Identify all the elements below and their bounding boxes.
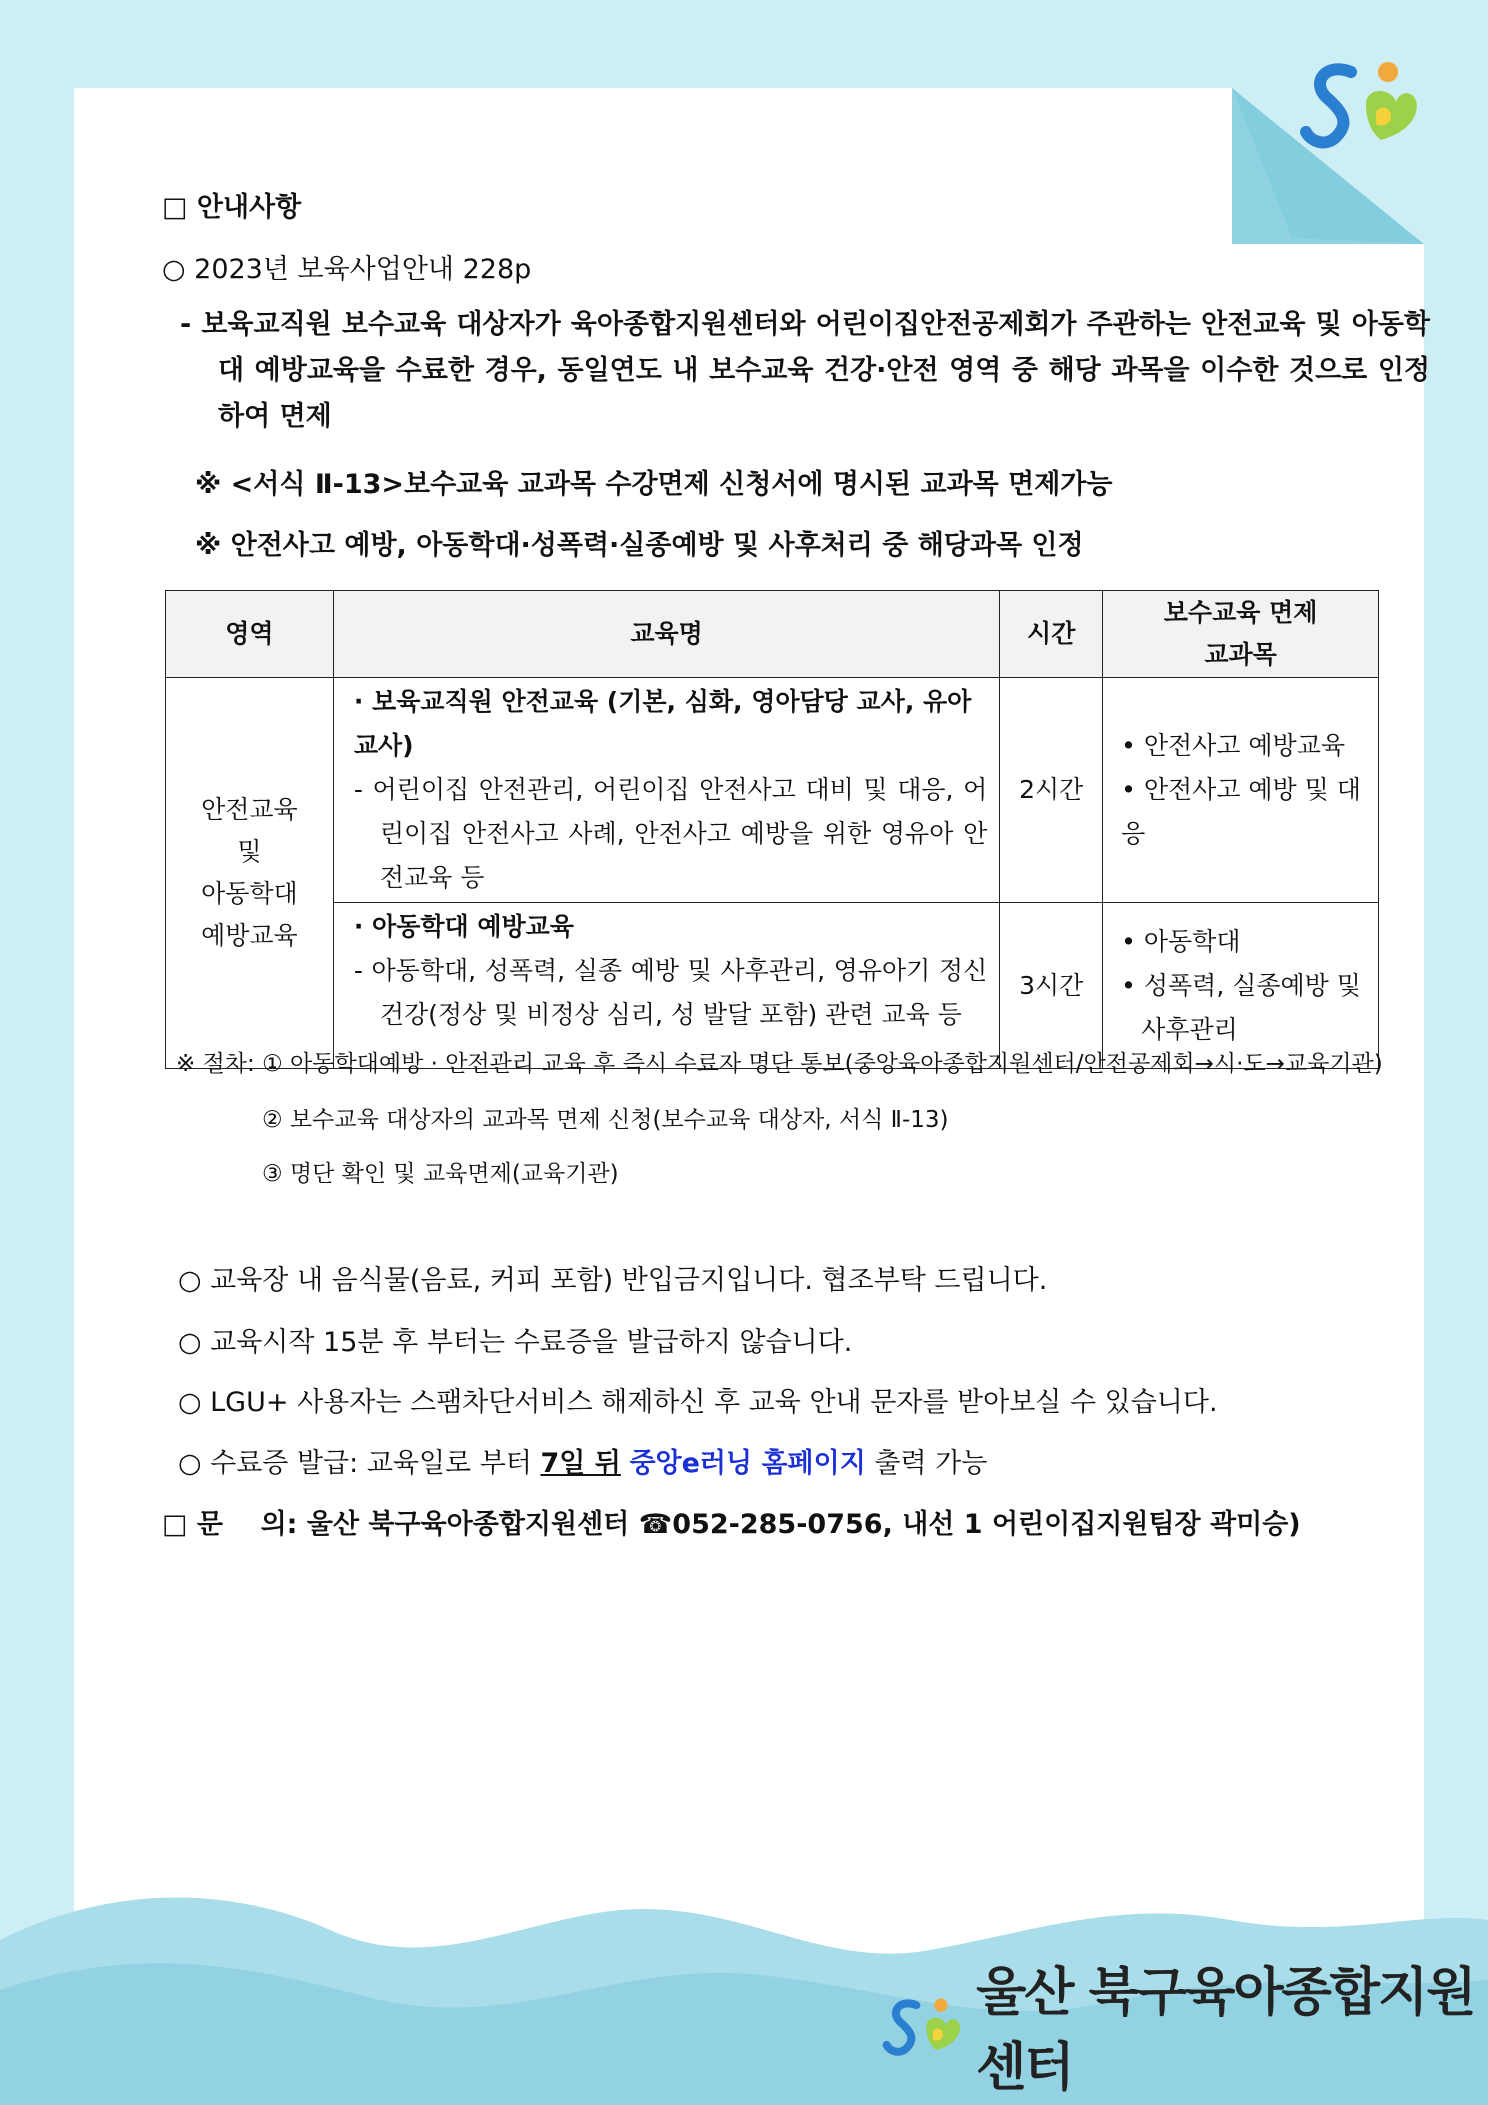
notice-note-subjects: ※ 안전사고 예방, 아동학대·성폭력·실종예방 및 사후처리 중 해당과목 인정 [195,530,1084,561]
course-time: 3시간 [1000,903,1103,1069]
table-header-row [166,591,1379,678]
course-detail: - 아동학대, 성폭력, 실종 예방 및 사후관리, 영유아기 정신건강(정상 및 비정상 심리, 성 발달 포함) 관련 교육 등 [353,956,988,1029]
cert-site-link[interactable]: 중앙e러닝 홈페이지 [629,1448,866,1479]
course-time: 2시간 [1000,678,1103,903]
subjects-cell [1103,903,1379,1069]
subject-item: • 안전사고 예방교육 [1121,731,1346,760]
area-line: 안전교육 [201,795,298,824]
subject-item: • 안전사고 예방 및 대응 [1121,775,1361,848]
course-detail: - 어린이집 안전관리, 어린이집 안전사고 대비 및 대응, 어린이집 안전사고 사례, 안전사고 예방을 위한 영유아 안전교육 등 [353,775,988,892]
exemption-table [165,590,1379,1069]
table-row [166,678,1379,903]
subjects-cell [1103,678,1379,903]
notice-reference: ○ 2023년 보육사업안내 228p [162,254,532,285]
info-food: ○ 교육장 내 음식물(음료, 커피 포함) 반입금지입니다. 협조부탁 드립니다. [178,1265,1048,1296]
procedure-step-1: ※ 절차: ① 아동학대예방 · 안전관리 교육 후 즉시 수료자 명단 통보(중앙육아종합지원센터/안전공제회→시·도→교육기관) [176,1051,1383,1077]
header-area: 영역 [166,591,334,678]
area-line: 및 [237,837,262,866]
procedure-step-3: ③ 명단 확인 및 교육면제(교육기관) [262,1161,619,1187]
cert-suffix: 출력 가능 [865,1448,988,1479]
notice-heading: □ 안내사항 [162,192,302,223]
course-cell [333,678,999,903]
brand-logo-icon [880,1980,966,2070]
footer-brand [880,1963,1488,2098]
logo-icon [1296,52,1426,152]
subject-item: • 아동학대 [1121,926,1241,956]
info-late: ○ 교육시작 15분 후 부터는 수료증을 발급하지 않습니다. [178,1327,853,1358]
course-title: · 아동학대 예방교육 [353,912,574,941]
procedure-step-2: ② 보수교육 대상자의 교과목 면제 신청(보수교육 대상자, 서식 Ⅱ-13) [262,1107,949,1133]
area-cell [166,678,334,1069]
header-exempt-line2: 교과목 [1204,640,1277,669]
notice-note-form: ※ <서식 Ⅱ-13>보수교육 교과목 수강면제 신청서에 명시된 교과목 면제가능 [195,469,1113,500]
header-exempt-line1: 보수교육 면제 [1163,598,1318,627]
subject-item: • 성폭력, 실종예방 및 사후관리 [1121,970,1361,1044]
table-row [166,903,1379,1069]
area-line: 예방교육 [201,921,298,950]
notice-description: - 보육교직원 보수교육 대상자가 육아종합지원센터와 어린이집안전공제회가 주관하는 안전교육 및 아동학대 예방교육을 수료한 경우, 동일연도 내 보수교육 건강·안전 영역 중 해당 과목을 이수한 것으로 인정하여 면제 [180,309,1431,432]
course-cell [333,903,999,1069]
cert-prefix: ○ 수료증 발급: 교육일로 부터 [178,1448,541,1479]
info-certificate [178,1441,987,1480]
course-title: · 보육교직원 안전교육 (기본, 심화, 영아담당 교사, 유아교사) [353,687,972,760]
header-exempt [1103,591,1379,678]
area-line: 아동학대 [201,879,298,908]
header-time: 시간 [1000,591,1103,678]
info-lgu: ○ LGU+ 사용자는 스팸차단서비스 해제하신 후 교육 안내 문자를 받아보실 수 있습니다. [178,1387,1218,1418]
contact-info: □ 문 의: 울산 북구육아종합지원센터 ☎052-285-0756, 내선 1 어린이집지원팀장 곽미승) [162,1509,1301,1540]
brand-name: 울산 북구육아종합지원센터 [976,1963,1475,2098]
header-course: 교육명 [333,591,999,678]
cert-days: 7일 뒤 [540,1448,621,1479]
